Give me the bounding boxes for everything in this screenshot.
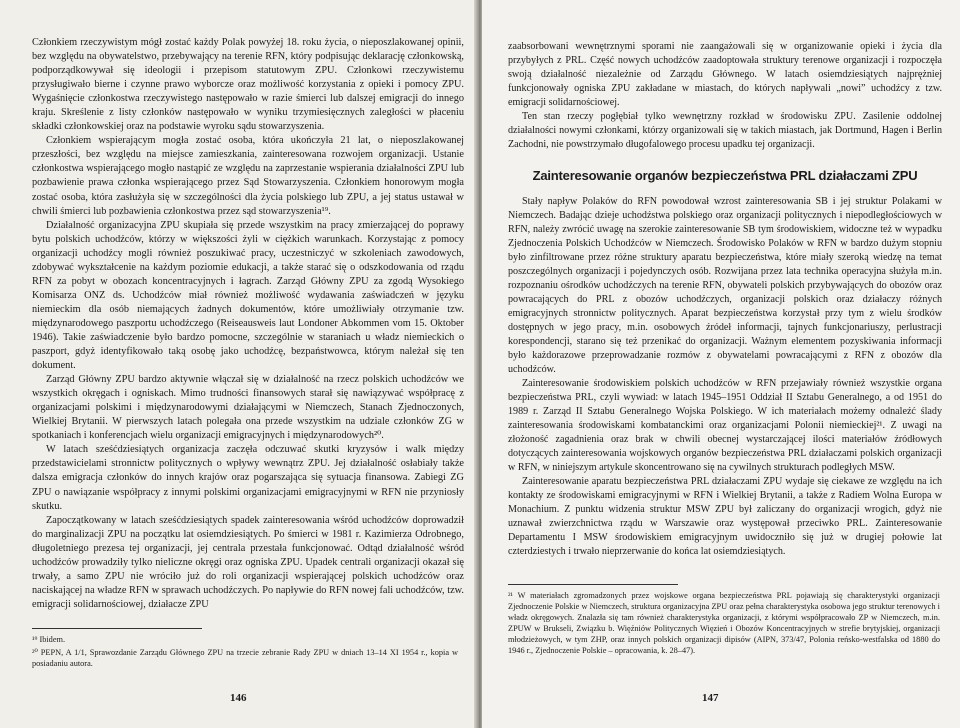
paragraph: Ten stan rzeczy pogłębiał tylko wewnętrzny rozkład w środowisku ZPU. Zasilenie oddolnej działalności nowymi członkami, którzy organizowali się w takich miastach, jak Dortmund, Hagen i Berlin Zachodni, nie powstrzymało długofalowego procesu upadku tej organizacji. [508, 111, 942, 150]
footnote-divider [32, 628, 202, 629]
right-footnotes [508, 584, 940, 658]
paragraph: Zapoczątkowany w latach sześćdziesiątych spadek zainteresowania wśród uchodźców doprowadził do marginalizacji ZPU na początku lat osiemdziesiątych. Po śmierci w 1981 r. Kazimierza Odrobnego, długoletniego prezesa tej organizacji, jej centrala przestała funkcjonować. Odtąd działalność wśród uchodźców prowadziły tylko nieliczne okręgi oraz ogniska ZPU. Upadek centrali organizacji okazał się trwały, a samo ZPU nie wróciło już do roli organizacji wspierającej polskich uchodźców oraz naciskającej na władze RFN w sprawach uchodźczych. Po napływie do RFN nowej fali uchodźców, tzw. emigracji solidarnościowej, działacze ZPU [32, 514, 464, 610]
footnote: ²⁰ PEPN, A 1/1, Sprawozdanie Zarządu Głównego ZPU na trzecie zebranie Rady ZPU w dniach 13–14 XI 1954 r., kopia w posiadaniu autora. [32, 648, 458, 668]
paragraph: zaabsorbowani wewnętrznymi sporami nie zaangażowali się w organizowanie opieki i życia dla przybyłych z PRL. Część nowych uchodźców zaadoptowała struktury terenowe organizacji i rozpoczęła swoją działalność niezależnie od Zarządu Głównego. W latach osiemdziesiątych najprężniej funkcjonowały ogniska ZPU zakładane w miastach, do których napływali „nowi” uchodźcy z tzw. emigracji solidarnościowej. [508, 41, 942, 108]
paragraph: Działalność organizacyjna ZPU skupiała się przede wszystkim na pracy zmierzającej do poprawy bytu polskich uchodźców, którzy w większości żyli w ciężkich warunkach. Korzystając z pomocy organizacji uchodźcy mogli również poszukiwać pracy, uczestniczyć w szkoleniach zawodowych, zdobywać wykształcenie na każdym poziomie edukacji, a także starać się o odszkodowania od rządu RFN za pobyt w obozach koncentracyjnych i łagrach. Zarząd Główny ZPU za zgodą Wysokiego Komisarza ONZ ds. Uchodźców miał również możliwość wydawania zaświadczeń w języku niemieckim dla osób niemających żadnych dokumentów, które umożliwiały otrzymanie tzw. międzynarodowego paszportu uchodźczego (Reiseausweis laut Londoner Abkommen vom 15. Oktober 1946). Takie zaświadczenie było bardzo pomocne, szczególnie w staraniach u władz niemieckich o paszport, gdyż identyfikowało taką osobę jako uchodźcę, bezpaństwowca, którym należał się ten dokument. [32, 219, 464, 372]
left-footnotes [32, 628, 458, 671]
left-page [0, 0, 478, 728]
paragraph: W latach sześćdziesiątych organizacja zaczęła odczuwać skutki kryzysów i walk między przedstawicielami stronnictw politycznych o wpływy wewnątrz ZPU. Jej działalność osłabiały także dalsza emigracja członków do innych krajów oraz pogarszająca się sytuacja finansowa. Zabiegi ZG ZPU o nawiązanie współpracy z innymi polskimi organizacjami emigracyjnymi w RFN nie przyniosły skutku. [32, 444, 464, 512]
footnote: ¹⁹ Ibidem. [32, 635, 66, 644]
paragraph: Zarząd Główny ZPU bardzo aktywnie włączał się w działalność na rzecz polskich uchodźców we wszystkich okręgach i ogniskach. Mimo trudności finansowych starał się nawiązywać współpracę z organizacjami polskimi i międzynarodowymi działającymi w Niemczech, Stanach Zjednoczonych, Wielkiej Brytanii. W pierwszych latach polegała ona przede wszystkim na udziale członków ZG w spotkaniach i konferencjach wielu organizacji emigracyjnych i międzynarodowych²⁰. [32, 374, 464, 442]
footnote: ²¹ W materiałach zgromadzonych przez wojskowe organa bezpieczeństwa PRL pojawiają się charakterystyki organizacji Zjednoczenie Polskie w Niemczech, struktura organizacyjna ZPU oraz pełna charakterystyka osobowa jego struktur terenowych i władz okręgowych. Znalazła się tam również charakterystyka organizacji, z którymi współpracowało ZP w Niemczech, m.in. ZPUW w Brukseli, Związku b. Więźniów Politycznych Więzień i Obozów Koncentracyjnych w strefie brytyjskiej, organizacji młodzieżowych, w tym ZHP, oraz innych polskich organizacji dipisów (AIPN, 373/47, Polonia reńsko-westfalska od 1880 do 1946 r., Zjednoczenie Polskie – opracowania, k. 28–47). [508, 591, 940, 655]
paragraph: Zainteresowanie środowiskiem polskich uchodźców w RFN przejawiały również wszystkie organa bezpieczeństwa PRL, czyli wywiad: w latach 1945–1951 Oddział II Sztabu Generalnego, a od 1951 do 1989 r. Zarząd II Sztabu Generalnego Wojska Polskiego. W ich materiałach możemy odnaleźć ślady zainteresowania środowiskami kombatanckimi oraz organizacjami Polonii niemieckiej²¹. Z uwagi na złożoność zagadnienia oraz brak w chwili obecnej wystarczającej ilości materiałów źródłowych dotyczących zainteresowania wojskowych organów bezpieczeństwa PRL działaczami polskich organizacji w RFN, w niniejszym artykule skoncentrowano się na cywilnych strukturach podległych MSW. [508, 378, 942, 473]
right-page-body [508, 40, 942, 559]
paragraph: Stały napływ Polaków do RFN powodował wzrost zainteresowania SB i jej struktur Polakami w Niemczech. Badając dzieje uchodźstwa polskiego oraz organizacji politycznych i niepodległościowych w RFN, należy zwrócić uwagę na szerokie zainteresowanie SB tym środowiskiem, widoczne też w wypadku Zjednoczenia Polskich Uchodźców w Niemczech. Środowisko Polaków w RFN w bardzo dużym stopniu było zinfiltrowane przez różne struktury aparatu bezpieczeństwa, które miały szeroką wiedzę na temat poszczególnych organizacji i pojedynczych osób. Rozwijana przez lata technika operacyjna służyła m.in. rozpoznaniu ośrodków uchodźczych na terenie RFN, obywateli polskich przybywających do obozów oraz powracających do PRL z obozów uchodźczych, organizacji polskich oraz działaczy różnych emigracyjnych stronnictw politycznych. Aparat bezpieczeństwa korzystał przy tym z wielu środków dostępnych w jego pracy, m.in. osobowych źródeł informacji, tajnych funkcjonariuszy, perlustracji korespondencji, starano się też przenikać do organizacji. Ważnym elementem pozyskiwania informacji było każdorazowe przeprowadzanie rozmów z obywatelami powracającymi z RFN z obozów dla uchodźców. [508, 196, 942, 375]
left-page-body [32, 36, 464, 612]
right-page [482, 0, 960, 728]
page-number: 146 [230, 692, 247, 704]
footnote-divider [508, 584, 678, 585]
paragraph: Zainteresowanie aparatu bezpieczeństwa PRL działaczami ZPU wydaje się ciekawe ze względu na ich kontakty ze środowiskami emigracyjnymi w RFN i Wielkiej Brytanii, a także z Radiem Wolna Europa w Monachium. Z punktu widzenia struktur MSW ZPU był zaliczany do organizacji wrogich, gdyż nie uznawał zwierzchnictwa rządu w Warszawie oraz występował przeciwko PRL. Zainteresowanie Departamentu I MSW środowiskiem emigracyjnym uwidoczniło się już w drugiej połowie lat czterdziestych i trwało nieprzerwanie do końca lat osiemdziesiątych. [508, 476, 942, 557]
paragraph: Członkiem rzeczywistym mógł zostać każdy Polak powyżej 18. roku życia, o nieposzlakowanej opinii, bez względu na obywatelstwo, przebywający na terenie RFN, który podpisując deklarację członkowską, podporządkowywał się ideologii i przepisom statutowym ZPU. Członkowi rzeczywistemu przysługiwało bierne i czynne prawo wyborcze oraz możliwość korzystania z opieki i pomocy ZPU. Wygaśnięcie członkostwa rzeczywistego następowało w razie śmierci lub dalszej emigracji do innego kraju. Skreślenie z listy członków następowało w wyniku trzymiesięcznych zaległości w płaceniu składki członkowskiej oraz na podstawie wyroku sądu stowarzyszenia. [32, 37, 464, 133]
page-number: 147 [702, 692, 719, 704]
paragraph: Członkiem wspierającym mogła zostać osoba, która ukończyła 21 lat, o nieposzlakowanej przeszłości, bez względu na miejsce zamieszkania, zainteresowana rozwojem organizacji. Ustanie członkostwa wspierającego mogło nastąpić ze względu na zaprzestanie wspierania działalności ZPU lub pozbawienie prawa członka wspierającego przez Sąd Stowarzyszenia. Członkiem honorowym mogła zostać osoba, która zasłużyła się w szczególności dla życia polskiego lub ZPU, a jej status ustawał w chwili śmierci lub pozbawienia członkostwa przez sąd stowarzyszenia¹⁹. [32, 135, 464, 217]
section-title: Zainteresowanie organów bezpieczeństwa PRL działaczami ZPU [532, 168, 918, 183]
